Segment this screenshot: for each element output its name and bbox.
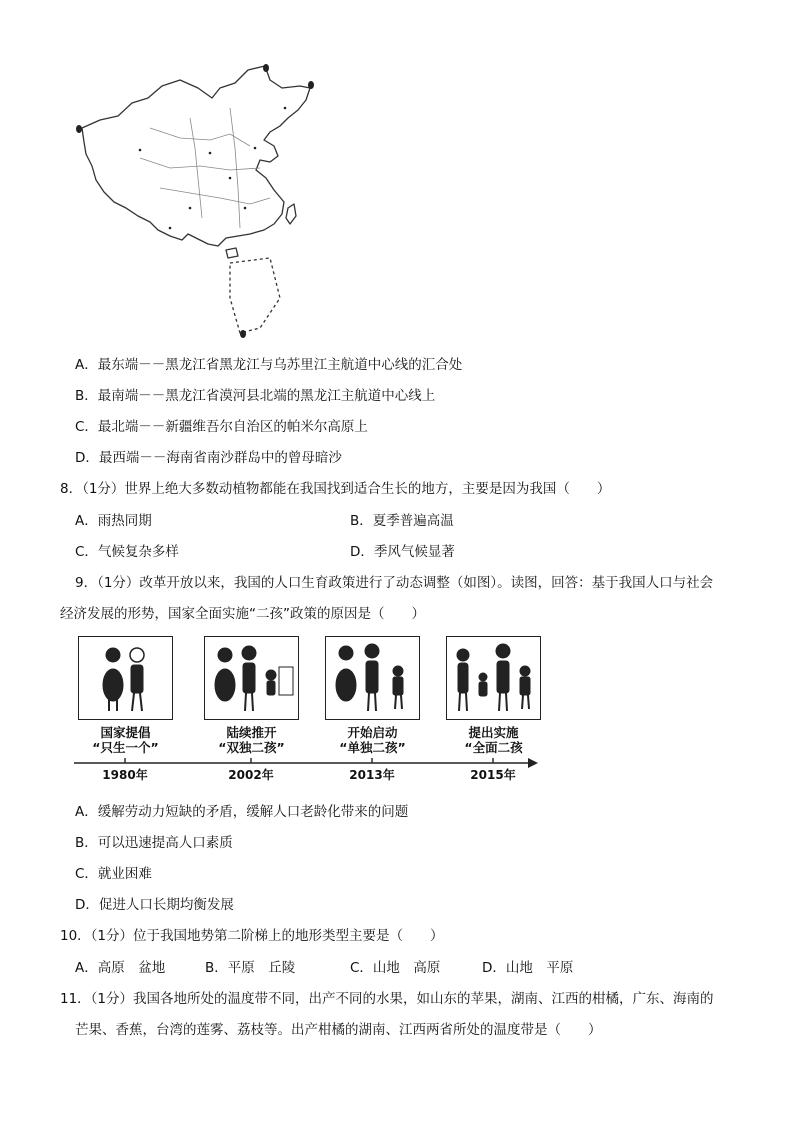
taiwan-island [286, 204, 296, 224]
city-dot [229, 177, 232, 180]
q8-option-a: A．雨热同期 [75, 513, 152, 529]
q9-stem-line1: 9．（1分）改革开放以来，我国的人口生育政策进行了动态调整（如图）。读图，回答：基于我国人口与社会 [75, 575, 714, 591]
q7-option-b: B．最南端－－黑龙江省漠河县北端的黑龙江主航道中心线上 [75, 388, 436, 404]
caption-line: 国家提倡 [100, 725, 151, 740]
extreme-point-marker [76, 125, 82, 133]
q7-option-c: C．最北端－－新疆维吾尔自治区的帕米尔高原上 [75, 419, 368, 435]
q7-option-d: D．最西端－－海南省南沙群岛中的曾母暗沙 [75, 450, 342, 466]
policy-panel-1980 [78, 636, 173, 720]
province-border-line [190, 118, 202, 218]
q11-stem-line2: 芒果、香蕉，台湾的莲雾、荔枝等。出产柑橘的湖南、江西两省所处的温度带是（ ） [75, 1022, 602, 1038]
city-dot [254, 147, 257, 150]
caption-line: “只生一个” [92, 740, 159, 755]
city-dot [244, 207, 247, 210]
province-border-line [230, 108, 240, 228]
caption-line: “全面二孩 [464, 740, 523, 755]
policy-panel-2013 [325, 636, 420, 720]
city-dot [284, 107, 287, 110]
q9-option-b: B．可以迅速提高人口素质 [75, 835, 233, 851]
q8-option-b: B．夏季普遍高温 [350, 513, 454, 529]
policy-caption-1980 [78, 725, 173, 755]
policy-panel-2015 [446, 636, 541, 720]
q8-option-c: C．气候复杂多样 [75, 544, 179, 560]
city-dot [189, 207, 192, 210]
family-illustration [79, 637, 171, 717]
city-dot [139, 149, 142, 152]
q9-stem-line2: 经济发展的形势，国家全面实施“二孩”政策的原因是（ ） [60, 606, 425, 622]
q11-stem-line1: 11．（1分）我国各地所处的温度带不同，出产不同的水果，如山东的苹果，湖南、江西的柑橘，广东、海南的 [60, 991, 714, 1007]
timeline-year: 2002年 [228, 768, 274, 782]
family-illustration [447, 637, 539, 717]
extreme-point-marker [263, 64, 269, 72]
q9-option-d: D．促进人口长期均衡发展 [75, 897, 234, 913]
timeline-year: 2013年 [349, 768, 395, 782]
province-border-line [140, 158, 260, 170]
extreme-point-marker [240, 330, 246, 338]
family-illustration [205, 637, 297, 717]
city-dot [169, 227, 172, 230]
q9-option-c: C．就业困难 [75, 866, 152, 882]
q8-option-d: D．季风气候显著 [350, 544, 455, 560]
q8-stem: 8．（1分）世界上绝大多数动植物都能在我国找到适合生长的地方，主要是因为我国（ ） [60, 481, 611, 497]
caption-line: “单独二孩” [339, 740, 406, 755]
timeline-year: 1980年 [102, 768, 148, 782]
policy-panel-2002 [204, 636, 299, 720]
hainan-island [226, 248, 238, 258]
q10-option-a: A．高原 盆地 [75, 960, 166, 976]
policy-timeline-figure [70, 636, 540, 786]
policy-caption-2015 [446, 725, 541, 755]
caption-line: “双独二孩” [218, 740, 285, 755]
extreme-point-marker [308, 81, 314, 89]
caption-line: 提出实施 [468, 725, 519, 740]
timeline-year: 2015年 [470, 768, 516, 782]
policy-caption-2002 [204, 725, 299, 755]
south-china-sea-inset [230, 258, 280, 333]
city-dot [209, 152, 212, 155]
q7-option-a: A．最东端－－黑龙江省黑龙江与乌苏里江主航道中心线的汇合处 [75, 357, 463, 373]
q10-option-b: B．平原 丘陵 [205, 960, 296, 976]
province-border-line [160, 188, 270, 204]
q10-option-d: D．山地 平原 [482, 960, 574, 976]
china-map-figure [70, 58, 330, 343]
caption-line: 陆续推开 [226, 725, 277, 740]
q10-stem: 10．（1分）位于我国地势第二阶梯上的地形类型主要是（ ） [60, 928, 444, 944]
province-border-line [150, 128, 250, 146]
q10-option-c: C．山地 高原 [350, 960, 441, 976]
family-illustration [326, 637, 418, 717]
policy-caption-2013 [325, 725, 420, 755]
caption-line: 开始启动 [347, 725, 398, 740]
q9-option-a: A．缓解劳动力短缺的矛盾，缓解人口老龄化带来的问题 [75, 804, 409, 820]
